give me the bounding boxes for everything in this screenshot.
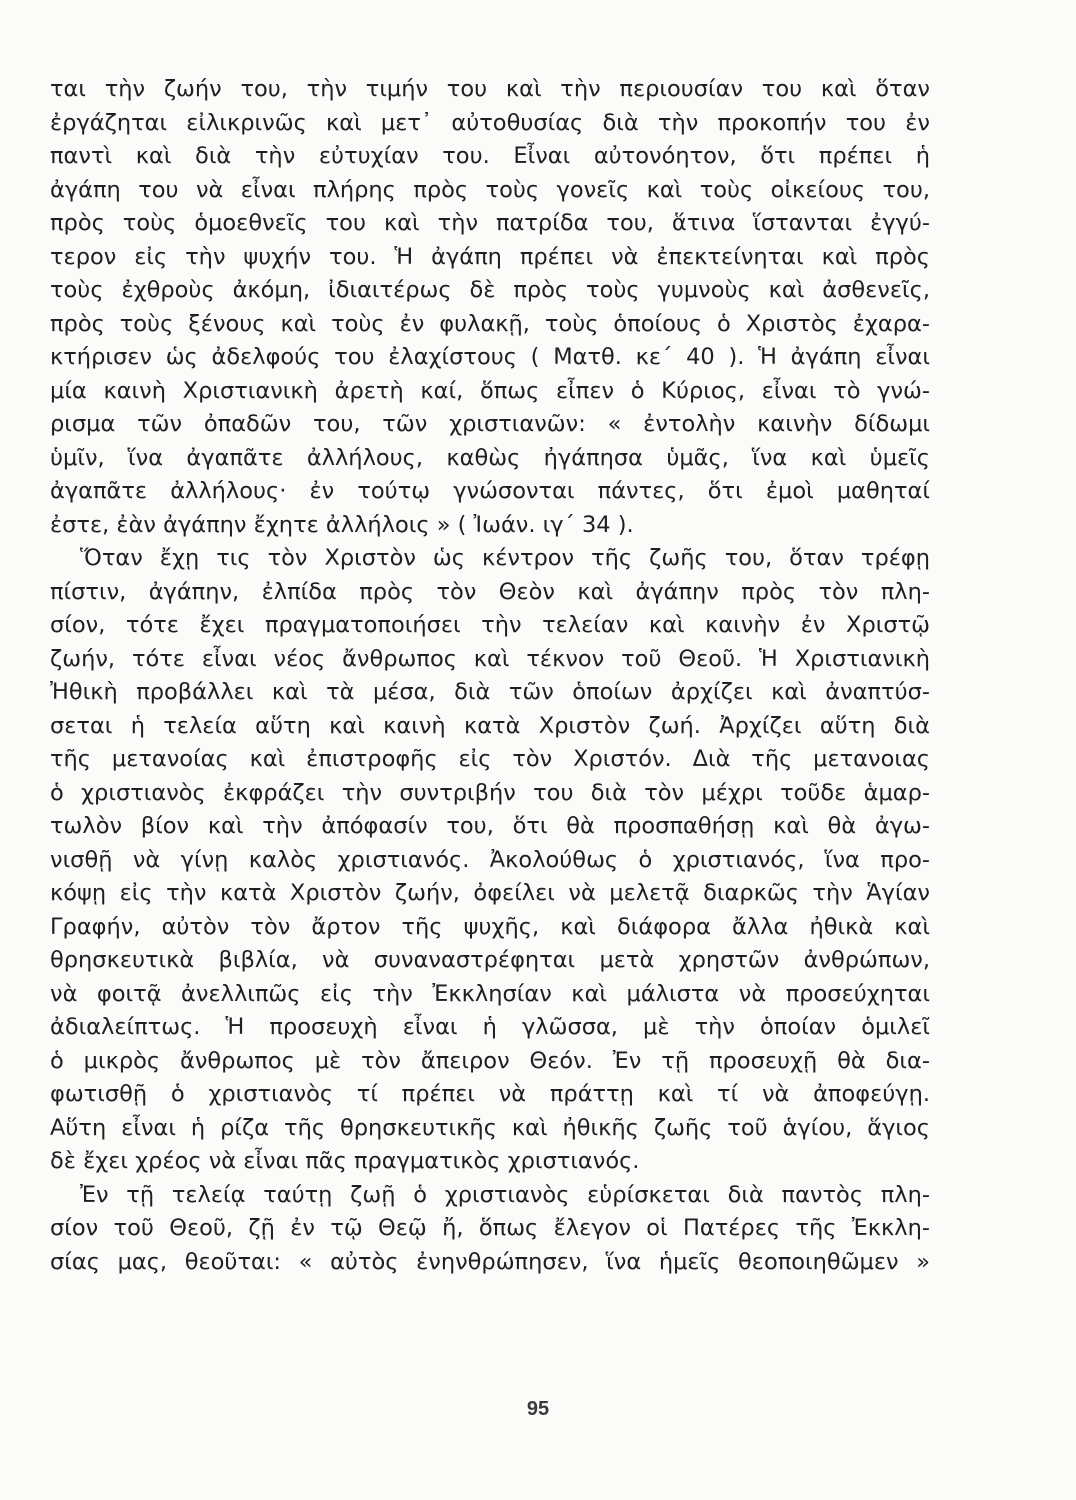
text-line: ἐστε, ἐὰν ἀγάπην ἔχητε ἀλλήλοις » ( Ἰωάν. ιγ΄ 34 ). bbox=[50, 511, 634, 538]
text-line: σίας μας, θεοῦται: « αὐτὸς ἐνηνθρώπησεν, ἵνα ἡμεῖς θεοποιηθῶμεν » bbox=[50, 1248, 930, 1275]
text-line: τῆς μετανοίας καὶ ἐπιστροφῆς εἰς τὸν Χριστόν. Διὰ τῆς μετανοιας bbox=[50, 746, 930, 772]
text-line: ρισμα τῶν ὀπαδῶν του, τῶν χριστιανῶν: « ἐντολὴν καινὴν δίδωμι bbox=[50, 411, 930, 437]
text-line: μία καινὴ Χριστιανικὴ ἀρετὴ καί, ὅπως εἶπεν ὁ Κύριος, εἶναι τὸ γνώ- bbox=[50, 377, 930, 404]
text-line: ὁ μικρὸς ἄνθρωπος μὲ τὸν ἄπειρον Θεόν. Ἐν τῇ προσευχῇ θὰ δια- bbox=[50, 1047, 930, 1074]
paragraph-start-line: Ἐν τῇ τελείᾳ ταύτῃ ζωῇ ὁ χριστιανὸς εὑρίσκεται διὰ παντὸς πλη- bbox=[80, 1181, 930, 1208]
text-line: θρησκευτικὰ βιβλία, νὰ συναναστρέφηται μετὰ χρηστῶν ἀνθρώπων, bbox=[50, 947, 930, 973]
text-line: πρὸς τοὺς ὁμοεθνεῖς του καὶ τὴν πατρίδα του, ἅτινα ἵστανται ἐγγύ- bbox=[50, 210, 930, 236]
text-line: παντὶ καὶ διὰ τὴν εὐτυχίαν του. Εἶναι αὐτονόητον, ὅτι πρέπει ἡ bbox=[50, 143, 930, 169]
paragraph-start-line: Ὅταν ἔχῃ τις τὸν Χριστὸν ὡς κέντρον τῆς ζωῆς του, ὅταν τρέφῃ bbox=[80, 545, 930, 571]
page-number: 95 bbox=[526, 1398, 550, 1420]
text-line: ἀγαπᾶτε ἀλλήλους· ἐν τούτῳ γνώσονται πάντες, ὅτι ἐμοὶ μαθηταί bbox=[50, 478, 930, 504]
text-line: Αὕτη εἶναι ἡ ρίζα τῆς θρησκευτικῆς καὶ ἠθικῆς ζωῆς τοῦ ἁγίου, ἅγιος bbox=[50, 1114, 930, 1141]
text-line: ζωήν, τότε εἶναι νέος ἄνθρωπος καὶ τέκνον τοῦ Θεοῦ. Ἡ Χριστιανικὴ bbox=[50, 645, 930, 672]
text-line: ὁ χριστιανὸς ἐκφράζει τὴν συντριβήν του διὰ τὸν μέχρι τοῦδε ἁμαρ- bbox=[50, 779, 930, 806]
text-line: κόψῃ εἰς τὴν κατὰ Χριστὸν ζωήν, ὀφείλει νὰ μελετᾷ διαρκῶς τὴν Ἁγίαν bbox=[50, 880, 930, 906]
body-text bbox=[50, 73, 930, 1279]
text-line: Ἠθικὴ προβάλλει καὶ τὰ μέσα, διὰ τῶν ὁποίων ἀρχίζει καὶ ἀναπτύσ- bbox=[50, 679, 930, 705]
text-line: φωτισθῇ ὁ χριστιανὸς τί πρέπει νὰ πράττῃ καὶ τί νὰ ἀποφεύγῃ. bbox=[50, 1081, 930, 1107]
text-line: νὰ φοιτᾷ ἀνελλιπῶς εἰς τὴν Ἐκκλησίαν καὶ μάλιστα νὰ προσεύχηται bbox=[50, 980, 930, 1007]
text-line: τωλὸν βίον καὶ τὴν ἀπόφασίν του, ὅτι θὰ προσπαθήσῃ καὶ θὰ ἀγω- bbox=[50, 813, 930, 839]
text-line: κτήρισεν ὡς ἀδελφούς του ἐλαχίστους ( Ματθ. κε΄ 40 ). Ἡ ἀγάπη εἶναι bbox=[50, 344, 930, 370]
text-line: σίον τοῦ Θεοῦ, ζῇ ἐν τῷ Θεῷ ἤ, ὅπως ἔλεγον οἱ Πατέρες τῆς Ἐκκλη- bbox=[50, 1215, 930, 1241]
text-line: τοὺς ἐχθροὺς ἀκόμη, ἰδιαιτέρως δὲ πρὸς τοὺς γυμνοὺς καὶ ἀσθενεῖς, bbox=[50, 277, 930, 303]
text-line: ὑμῖν, ἵνα ἀγαπᾶτε ἀλλήλους, καθὼς ἠγάπησα ὑμᾶς, ἵνα καὶ ὑμεῖς bbox=[50, 444, 930, 471]
text-line: ἀγάπη του νὰ εἶναι πλήρης πρὸς τοὺς γονεῖς καὶ τοὺς οἰκείους του, bbox=[50, 176, 930, 203]
text-line: Γραφήν, αὐτὸν τὸν ἄρτον τῆς ψυχῆς, καὶ διάφορα ἄλλα ἠθικὰ καὶ bbox=[50, 913, 930, 940]
text-line: ται τὴν ζωήν του, τὴν τιμήν του καὶ τὴν περιουσίαν του καὶ ὅταν bbox=[50, 76, 930, 102]
text-line: σεται ἡ τελεία αὕτη καὶ καινὴ κατὰ Χριστὸν ζωή. Ἀρχίζει αὕτη διὰ bbox=[50, 712, 930, 739]
text-line: ἀδιαλείπτως. Ἡ προσευχὴ εἶναι ἡ γλῶσσα, μὲ τὴν ὁποίαν ὁμιλεῖ bbox=[50, 1014, 930, 1040]
text-line: ἐργάζηται εἰλικρινῶς καὶ μετ᾽ αὐτοθυσίας διὰ τὴν προκοπήν του ἐν bbox=[50, 109, 930, 136]
text-line: δὲ ἔχει χρέος νὰ εἶναι πᾶς πραγματικὸς χριστιανός. bbox=[50, 1148, 640, 1174]
text-line: νισθῇ νὰ γίνῃ καλὸς χριστιανός. Ἀκολούθως ὁ χριστιανός, ἵνα προ- bbox=[50, 846, 930, 873]
text-line: πίστιν, ἀγάπην, ἐλπίδα πρὸς τὸν Θεὸν καὶ ἀγάπην πρὸς τὸν πλη- bbox=[50, 578, 930, 605]
text-line: τερον εἰς τὴν ψυχήν του. Ἡ ἀγάπη πρέπει νὰ ἐπεκτείνηται καὶ πρὸς bbox=[50, 243, 930, 270]
text-line: πρὸς τοὺς ξένους καὶ τοὺς ἐν φυλακῇ, τοὺς ὁποίους ὁ Χριστὸς ἐχαρα- bbox=[50, 310, 930, 337]
text-line: σίον, τότε ἔχει πραγματοποιήσει τὴν τελείαν καὶ καινὴν ἐν Χριστῷ bbox=[50, 612, 930, 638]
